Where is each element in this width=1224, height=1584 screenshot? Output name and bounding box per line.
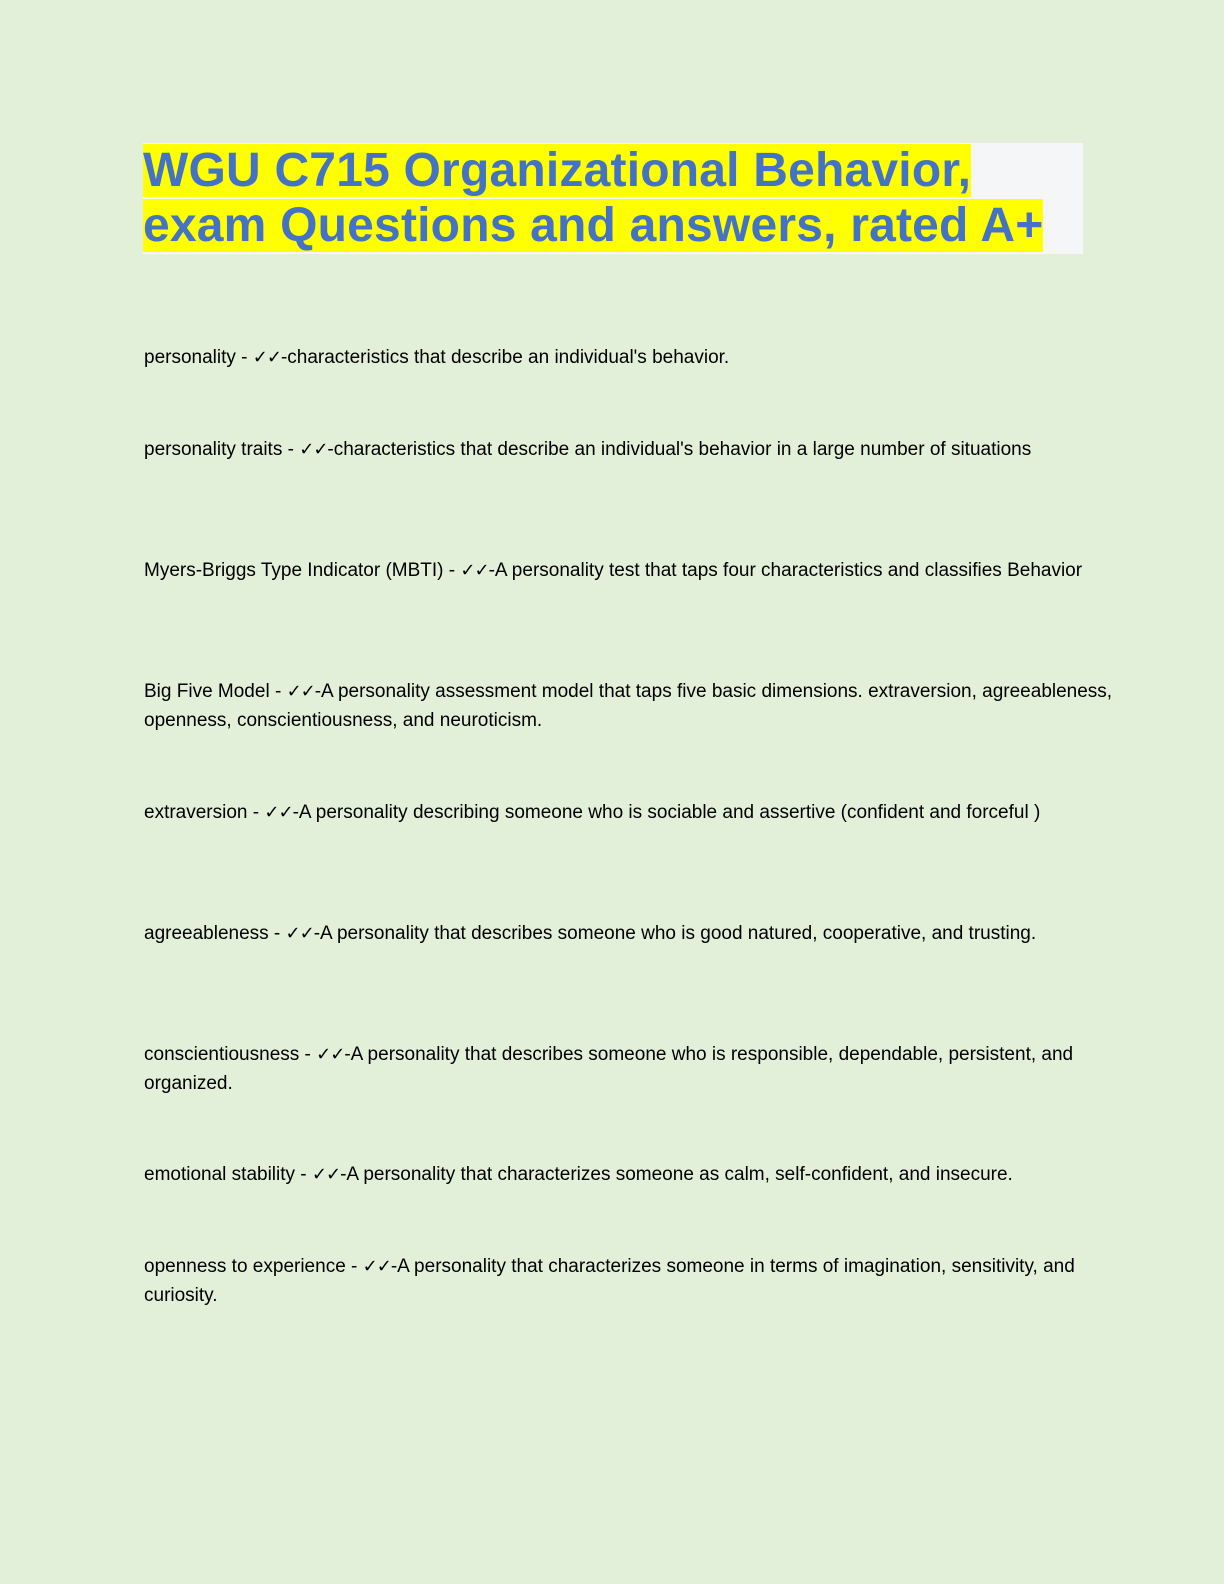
entry-term: openness to experience bbox=[144, 1256, 346, 1277]
qa-entry-mbti bbox=[144, 556, 1144, 585]
entry-term: conscientiousness bbox=[144, 1044, 300, 1065]
double-check-icon: ✓✓ bbox=[299, 439, 328, 460]
qa-entry-extraversion bbox=[144, 798, 1144, 827]
entry-definition: -A personality that describes someone who is responsible, dependable, persistent, and organized. bbox=[144, 1044, 1074, 1094]
entry-separator: - bbox=[269, 681, 287, 702]
double-check-icon: ✓✓ bbox=[264, 802, 293, 823]
title-line-1: WGU C715 Organizational Behavior, bbox=[143, 144, 972, 197]
entry-definition: -A personality that characterizes someone as calm, self-confident, and insecure. bbox=[340, 1164, 1013, 1185]
double-check-icon: ✓✓ bbox=[316, 1044, 345, 1065]
double-check-icon: ✓✓ bbox=[362, 1256, 391, 1277]
entry-separator: - bbox=[282, 439, 300, 460]
double-check-icon: ✓✓ bbox=[311, 1164, 341, 1185]
entry-definition: -A personality describing someone who is sociable and assertive (confident and forceful ) bbox=[292, 802, 1041, 823]
entry-separator: - bbox=[345, 1256, 363, 1277]
entry-definition: -A personality test that taps four characteristics and classifies Behavior bbox=[488, 560, 1083, 581]
qa-entry-emotional-stability bbox=[144, 1160, 1144, 1189]
entry-separator: - bbox=[247, 802, 265, 823]
document-title bbox=[143, 143, 1083, 253]
qa-entry-agreeableness bbox=[144, 919, 1144, 948]
entry-separator: - bbox=[443, 560, 461, 581]
entry-term: personality traits bbox=[144, 439, 283, 460]
entry-term: extraversion bbox=[144, 802, 248, 823]
qa-entry-openness-to-experience bbox=[144, 1252, 1144, 1310]
qa-entry-personality-traits bbox=[144, 435, 1144, 464]
title-block bbox=[143, 143, 1083, 254]
entry-term: Big Five Model bbox=[144, 681, 270, 702]
entry-definition: -characteristics that describe an individual's behavior. bbox=[280, 347, 730, 368]
entry-definition: -characteristics that describe an individual's behavior in a large number of situations bbox=[327, 439, 1032, 460]
double-check-icon: ✓✓ bbox=[460, 560, 489, 581]
entry-separator: - bbox=[299, 1044, 317, 1065]
entry-separator: - bbox=[295, 1164, 312, 1185]
entry-term: emotional stability bbox=[144, 1164, 296, 1185]
entry-definition: -A personality assessment model that taps five basic dimensions. extraversion, agreeableness, openness, conscientiousness, and neuroticism. bbox=[144, 681, 1113, 731]
entry-separator: - bbox=[268, 923, 286, 944]
double-check-icon: ✓✓ bbox=[252, 347, 281, 368]
entry-definition: -A personality that describes someone who is good natured, cooperative, and trusting. bbox=[313, 923, 1037, 944]
double-check-icon: ✓✓ bbox=[285, 923, 314, 944]
entry-term: personality bbox=[144, 347, 236, 368]
qa-entry-big-five-model bbox=[144, 677, 1144, 735]
entry-definition: -A personality that characterizes someone in terms of imagination, sensitivity, and curiosity. bbox=[144, 1256, 1075, 1306]
title-line-2: exam Questions and answers, rated A+ bbox=[143, 199, 1044, 252]
qa-entry-conscientiousness bbox=[144, 1040, 1144, 1098]
entry-term: agreeableness bbox=[144, 923, 269, 944]
entry-separator: - bbox=[235, 347, 253, 368]
double-check-icon: ✓✓ bbox=[286, 681, 315, 702]
entry-term: Myers-Briggs Type Indicator (MBTI) bbox=[144, 560, 444, 581]
qa-entry-personality bbox=[144, 343, 1144, 372]
